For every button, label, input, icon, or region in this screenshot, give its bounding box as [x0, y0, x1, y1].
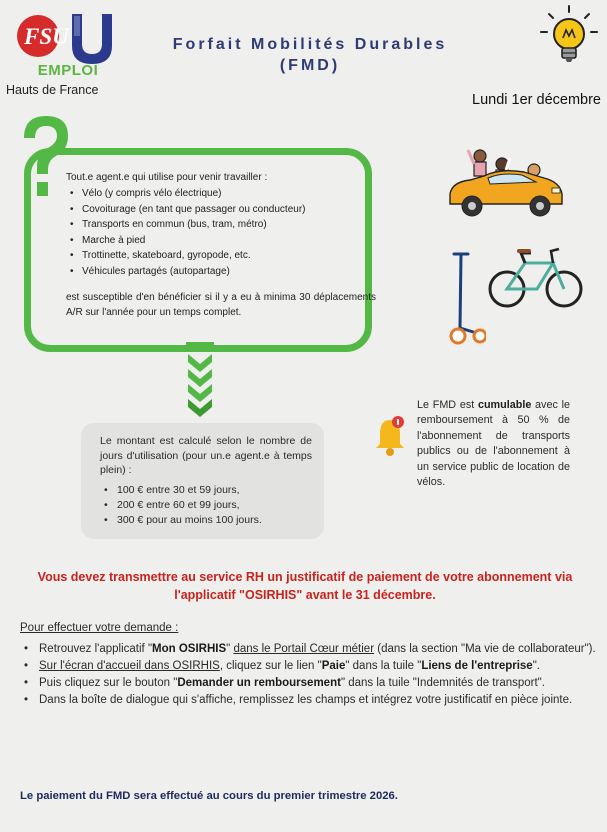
date-label: Lundi 1er décembre — [472, 92, 601, 108]
list-item — [22, 641, 596, 657]
cumul-text-after: avec le remboursement à 50 % de l'abonnement de transports publics ou de l'abonnement à un service public de location de vélos. — [417, 399, 570, 489]
cumul-paragraph — [417, 398, 570, 490]
carpool-car-illustration — [440, 142, 570, 226]
title-line-2: (FMD) — [279, 57, 341, 74]
list-item: • 200 € entre 60 et 99 jours, — [103, 498, 262, 513]
amount-list — [103, 483, 262, 528]
portail-link: dans le Portail Cœur métier — [233, 643, 375, 655]
logo-emploi: EMPLOI — [37, 62, 99, 79]
bicycle-illustration — [487, 243, 584, 313]
page-title — [130, 34, 490, 76]
step-bold: Liens de l'entreprise — [421, 660, 533, 672]
step-text: Puis cliquez sur le bouton " — [39, 677, 178, 689]
step-bold: Mon OSIRHIS — [152, 643, 227, 655]
chevron-down-icon — [186, 342, 214, 418]
amount-description: Le montant est calculé selon le nombre de jours d'utilisation (pour un.e agent.e à temps plein) : — [100, 435, 312, 476]
payment-note: Le paiement du FMD sera effectué au cours du premier trimestre 2026. — [20, 790, 398, 802]
step-bold: Paie — [321, 660, 346, 672]
step-text: ". — [532, 660, 540, 672]
steps-title: Pour effectuer votre demande : — [20, 622, 179, 634]
list-item: • Vélo (y compris vélo électrique) — [70, 186, 370, 202]
eligibility-outro: est susceptible d'en bénéficier si il y a eu à minima 30 déplacements A/R sur l'année pour un temps complet. — [66, 292, 376, 318]
step-text: " dans la tuile " — [345, 660, 422, 672]
osirhis-home-link: Sur l'écran d'accueil dans OSIRHIS — [39, 660, 220, 672]
lightbulb-icon — [537, 4, 601, 68]
step-text: " dans la tuile "Indemnités de transport". — [340, 677, 545, 689]
list-item: • Véhicules partagés (autopartage) — [70, 264, 370, 280]
eligibility-intro: Tout.e agent.e qui utilise pour venir travailler : — [66, 172, 268, 183]
title-line-1: Forfait Mobilités Durables — [172, 36, 448, 53]
list-item: • 300 € pour au moins 100 jours. — [103, 513, 262, 528]
scooter-illustration — [446, 250, 486, 346]
list-item: • 100 € entre 30 et 59 jours, — [103, 483, 262, 498]
logo-region: Hauts de France — [6, 83, 99, 97]
cumul-text-before: Le FMD est — [417, 399, 478, 411]
step-text: " — [226, 643, 234, 655]
list-item: • Transports en commun (bus, tram, métro) — [70, 217, 370, 233]
list-item — [22, 658, 596, 674]
list-item — [22, 675, 596, 691]
bell-icon — [374, 414, 406, 458]
cumul-bold: cumulable — [477, 399, 532, 411]
list-item: • Marche à pied — [70, 233, 370, 249]
deadline-alert: Vous devez transmettre au service RH un justificatif de paiement de votre abonnement via l'applicatif "OSIRHIS" avant le 31 décembre. — [37, 570, 573, 602]
step-bold: Demander un remboursement — [177, 677, 341, 689]
eligibility-list — [70, 186, 370, 279]
list-item: • Dans la boîte de dialogue qui s'affiche, remplissez les champs et intégrez votre justificatif en pièce jointe. — [22, 692, 596, 708]
list-item: • Trottinette, skateboard, gyropode, etc. — [70, 248, 370, 264]
logo-fs: FSU — [24, 24, 69, 49]
step-text: (dans la section "Ma vie de collaborateur"). — [374, 643, 596, 655]
steps-list — [22, 641, 596, 709]
step-text: , cliquez sur le lien " — [219, 660, 322, 672]
list-item: • Covoiturage (en tant que passager ou conducteur) — [70, 202, 370, 218]
step-text: Retrouvez l'applicatif " — [39, 643, 153, 655]
